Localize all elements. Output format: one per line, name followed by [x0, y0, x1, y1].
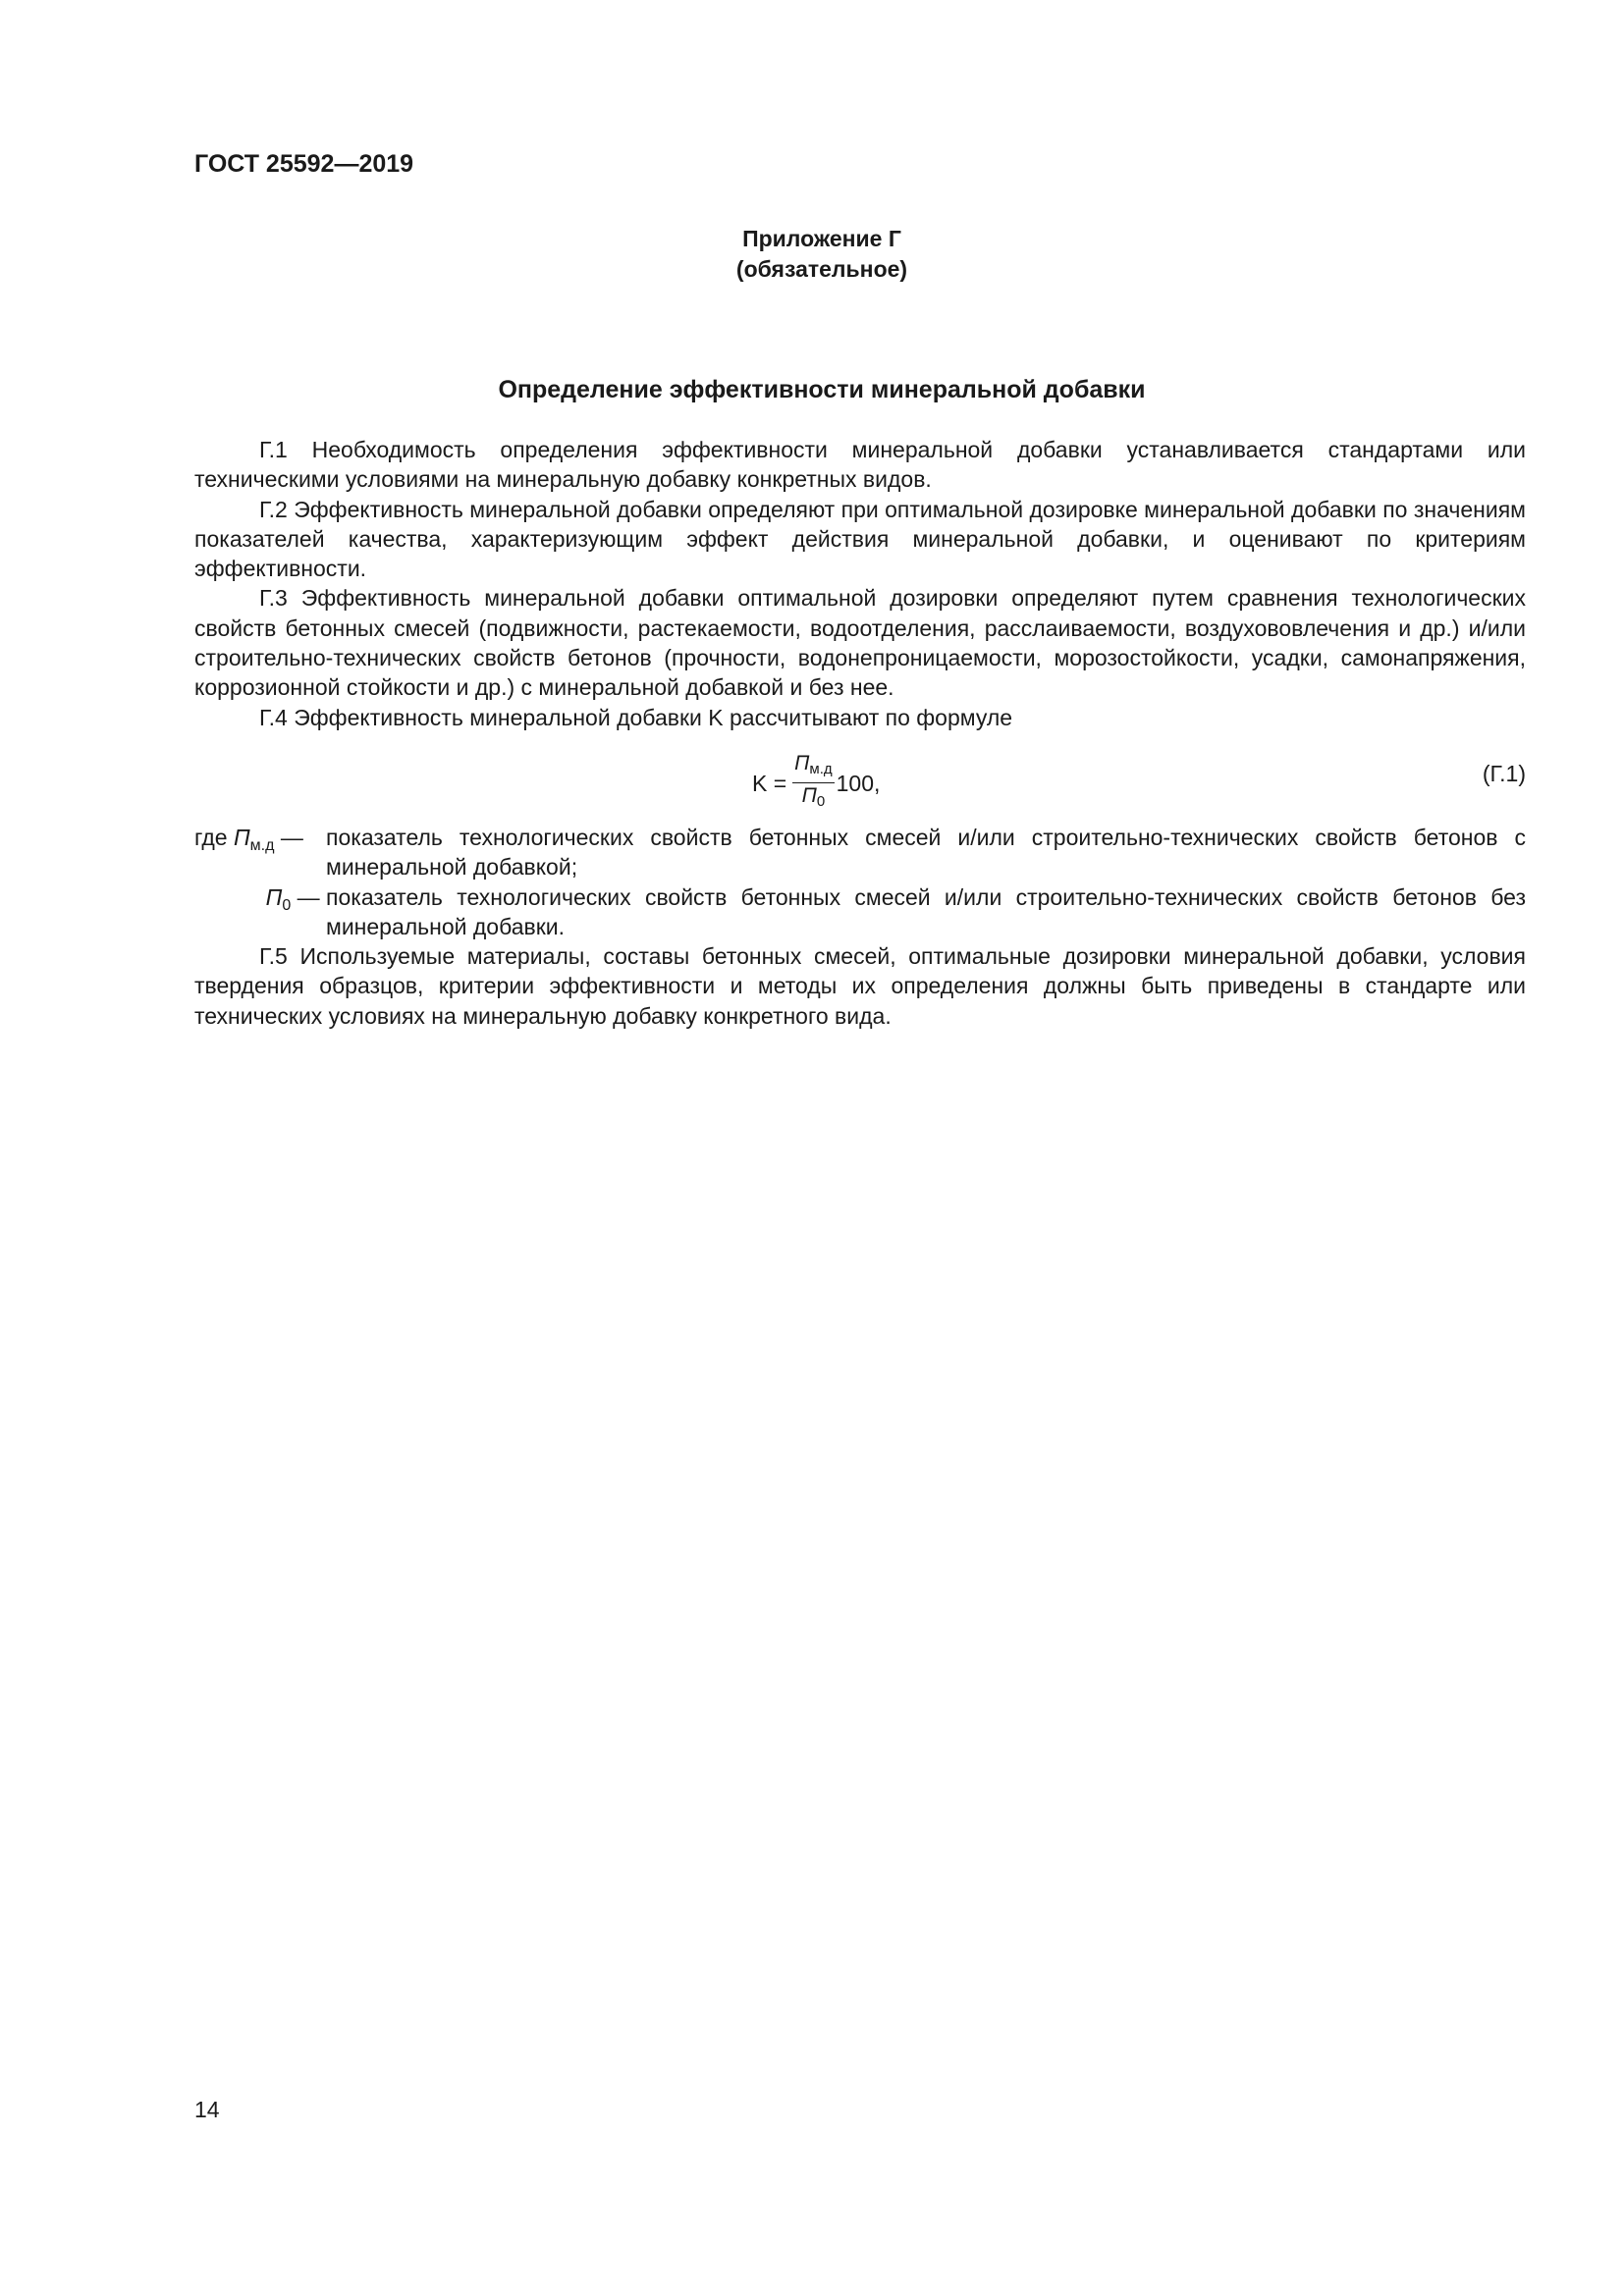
paragraph-g4: Г.4 Эффективность минеральной добавки K рассчитывают по формуле — [259, 704, 1013, 730]
standard-code-header: ГОСТ 25592—2019 — [194, 150, 414, 178]
formula-multiplier: 100, — [836, 770, 881, 796]
formula-lhs: K = — [752, 770, 787, 796]
formula-block — [194, 734, 1526, 823]
page-number: 14 — [194, 2097, 220, 2122]
where-legend — [194, 823, 1526, 941]
where-item: $П_0$ — показатель технологических свойств бетонных смесей и/или строительно-технических свойств бетонов без минеральной добавки. — [194, 882, 1526, 942]
paragraph-g3: Г.3 Эффективность минеральной добавки оптимальной дозировки определяют путем сравнения технологических свойств бетонных смесей (подвижности, растекаемости, водоотделения, расслаиваемости, воздухововлечения и др.) и/или строительно-технических свойств бетонов (прочности, водонепроницаемости, морозостойкости, усадки, самонапряжения, коррозионной стойкости и др.) с минеральной добавкой и без нее. — [194, 585, 1526, 701]
where-item-text: показатель технологических свойств бетонных смесей и/или строительно-технических свойств бетонов без минеральной добавки. — [326, 883, 1526, 939]
where-item-text: показатель технологических свойств бетонных смесей и/или строительно-технических свойств бетонов с минеральной добавкой; — [326, 824, 1526, 881]
where-item: где $П_{м.д}$ — показатель технологических свойств бетонных смесей и/или строительно-технических свойств бетонов с минеральной добавкой; — [194, 823, 1526, 882]
appendix-status: (обязательное) — [735, 256, 908, 282]
paragraph-g5: Г.5 Используемые материалы, составы бетонных смесей, оптимальные дозировки минеральной добавки, условия твердения образцов, критерии эффективности и методы их определения должны быть приведены в стандарте или технических условиях на минеральную добавку конкретного вида. — [194, 943, 1526, 1029]
formula-number: (Г.1) — [1482, 760, 1526, 786]
appendix-heading — [0, 224, 1624, 285]
formula-numerator: $П_{м.д}$ — [792, 752, 834, 783]
where-intro: где — [194, 824, 228, 850]
formula-fraction — [792, 752, 834, 815]
paragraph-g1: Г.1 Необходимость определения эффективности минеральной добавки устанавливается стандартами или техническими условиями на минеральную добавку конкретных видов. — [194, 437, 1526, 493]
formula — [752, 752, 880, 815]
body-text — [194, 435, 1526, 1031]
section-title: Определение эффективности минеральной добавки — [498, 376, 1146, 403]
appendix-title: Приложение Г — [742, 226, 901, 251]
paragraph-g2: Г.2 Эффективность минеральной добавки определяют при оптимальной дозировке минеральной добавки по значениям показателей качества, характеризующим эффект действия минеральной добавки, и оценивают по критериям эффективности. — [194, 496, 1526, 582]
formula-denominator: $П_0$ — [801, 783, 826, 810]
